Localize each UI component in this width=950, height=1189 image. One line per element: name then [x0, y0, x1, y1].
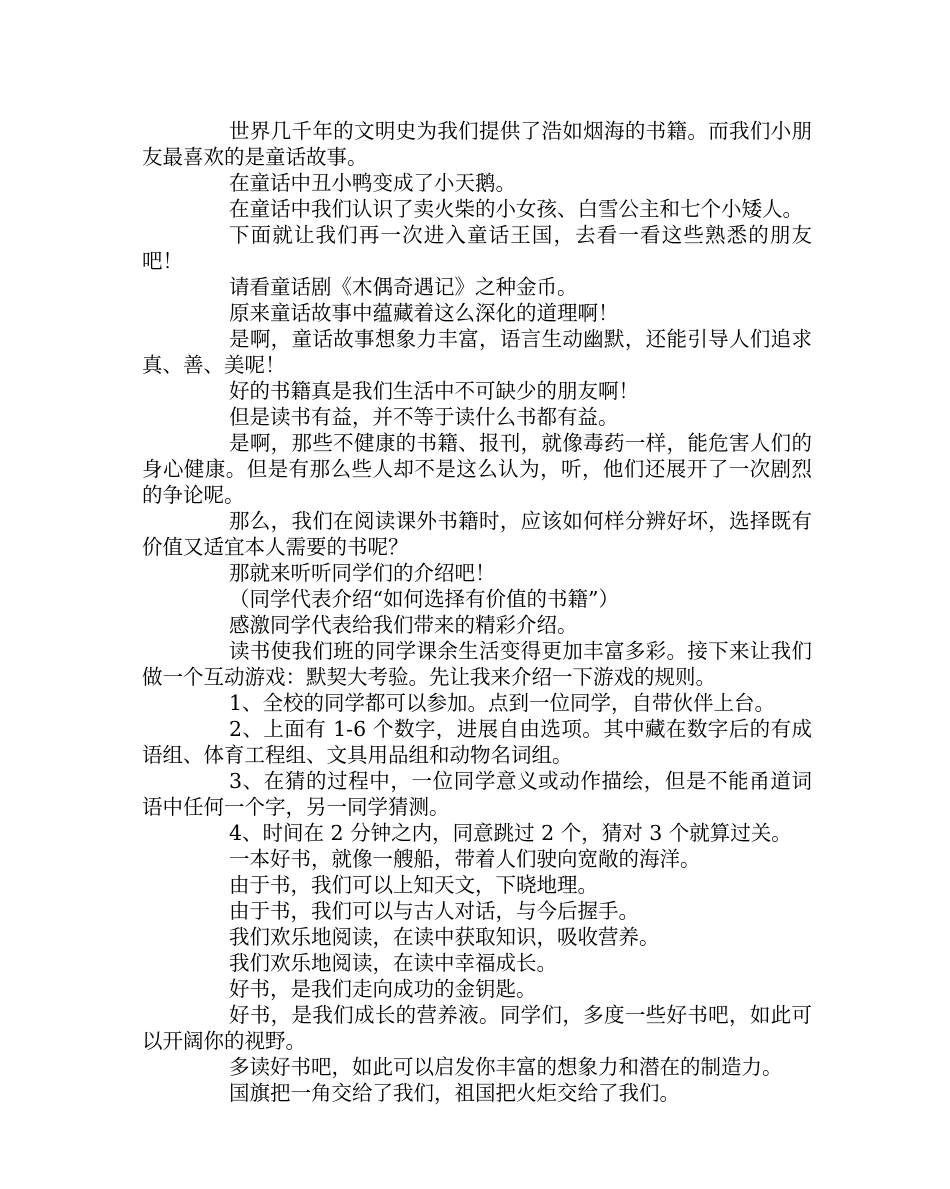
paragraph: 我们欢乐地阅读，在读中获取知识，吸收营养。: [229, 925, 660, 949]
paragraph: 那就来听听同学们的介绍吧！: [229, 561, 496, 585]
paragraph: 一本好书，就像一艘船，带着人们驶向宽敞的海洋。: [229, 847, 701, 871]
paragraph: 由于书，我们可以上知天文，下晓地理。: [229, 873, 598, 897]
paragraph: 国旗把一角交给了我们，祖国把火炬交给了我们。: [229, 1081, 680, 1105]
paragraph: 但是读书有益，并不等于读什么书都有益。: [229, 405, 619, 429]
paragraph: 感激同学代表给我们带来的精彩介绍。: [229, 613, 578, 637]
paragraph: 原来童话故事中蕴藏着这么深化的道理啊！: [229, 301, 619, 325]
paragraph: 是啊，童话故事想象力丰富，语言生动幽默，还能引导人们追求真、善、美呢！: [142, 327, 812, 377]
paragraph: 4、时间在 2 分钟之内，同意跳过 2 个，猜对 3 个就算过关。: [229, 821, 792, 845]
paragraph: 世界几千年的文明史为我们提供了浩如烟海的书籍。而我们小朋友最喜欢的是童话故事。: [142, 119, 812, 169]
paragraph: （同学代表介绍“如何选择有价值的书籍”）: [229, 587, 619, 611]
paragraph: 在童话中我们认识了卖火柴的小女孩、白雪公主和七个小矮人。: [229, 197, 803, 221]
paragraph: 读书使我们班的同学课余生活变得更加丰富多彩。接下来让我们做一个互动游戏：默契大考验。先让我来介绍一下游戏的规则。: [142, 639, 812, 689]
paragraph: 请看童话剧《木偶奇遇记》之种金币。: [229, 275, 578, 299]
paragraph: 下面就让我们再一次进入童话王国，去看一看这些熟悉的朋友吧！: [142, 223, 812, 273]
paragraph: 3、在猜的过程中，一位同学意义或动作描绘，但是不能甬道词语中任何一个字，另一同学猜测。: [142, 769, 812, 819]
paragraph: 那么，我们在阅读课外书籍时，应该如何样分辨好坏，选择既有价值又适宜本人需要的书呢？: [142, 509, 812, 559]
paragraph: 在童话中丑小鸭变成了小天鹅。: [229, 171, 516, 195]
paragraph: 好的书籍真是我们生活中不可缺少的朋友啊！: [229, 379, 639, 403]
document-body: [142, 118, 812, 1106]
paragraph: 我们欢乐地阅读，在读中幸福成长。: [229, 951, 557, 975]
paragraph: 好书，是我们成长的营养液。同学们，多度一些好书吧，如此可以开阔你的视野。: [142, 1003, 812, 1053]
paragraph: 是啊，那些不健康的书籍、报刊，就像毒药一样，能危害人们的身心健康。但是有那么些人却不是这么认为，听，他们还展开了一次剧烈的争论呢。: [142, 431, 812, 507]
paragraph: 多读好书吧，如此可以启发你丰富的想象力和潜在的制造力。: [229, 1055, 783, 1079]
paragraph: 由于书，我们可以与古人对话，与今后握手。: [229, 899, 639, 923]
paragraph: 1、全校的同学都可以参加。点到一位同学，自带伙伴上台。: [229, 691, 776, 715]
paragraph: 2、上面有 1-6 个数字，进展自由选项。其中藏在数字后的有成语组、体育工程组、文具用品组和动物名词组。: [142, 717, 812, 767]
paragraph: 好书，是我们走向成功的金钥匙。: [229, 977, 537, 1001]
